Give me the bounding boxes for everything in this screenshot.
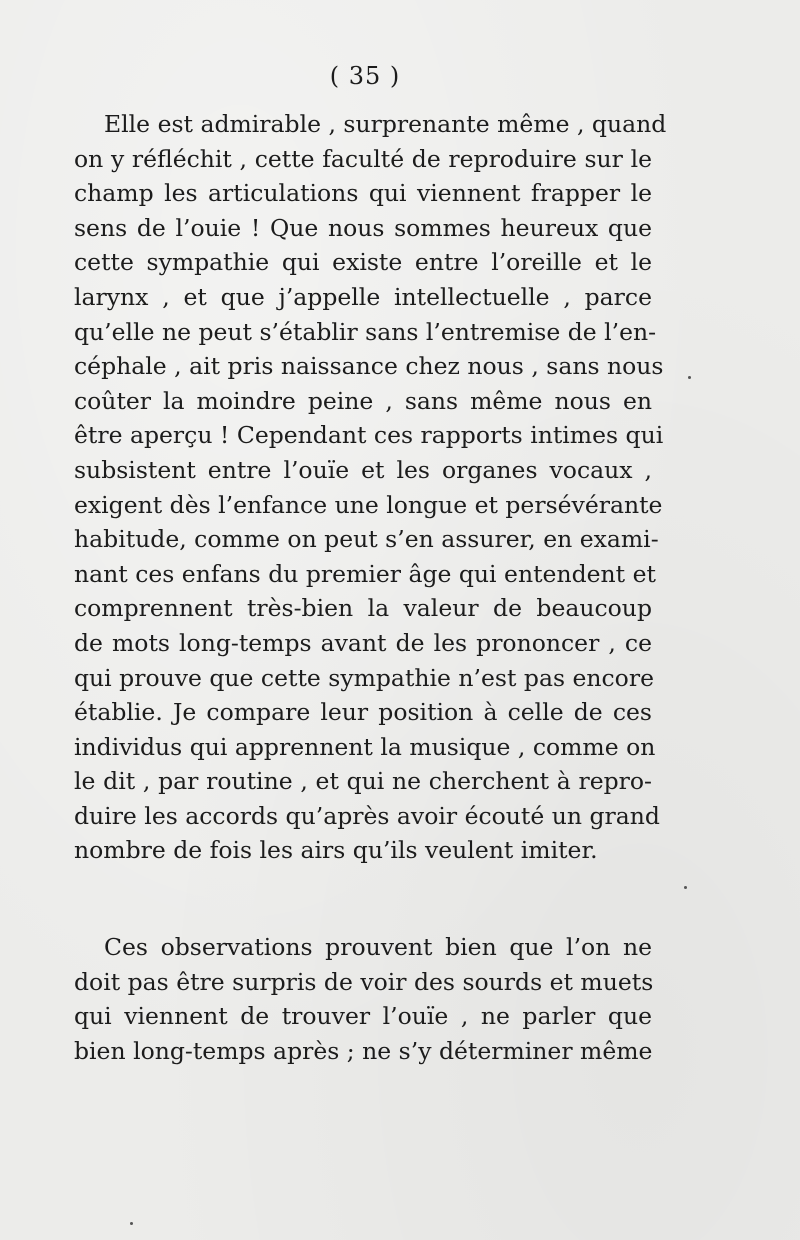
text-line: de mots long-temps avant de les prononcer , ce bbox=[74, 628, 652, 657]
paragraph-1 bbox=[74, 107, 667, 868]
paper-speck bbox=[688, 376, 691, 379]
text-line: le dit , par routine , et qui ne cherchent à repro- bbox=[74, 767, 652, 796]
text-line: Ces observations prouvent bien que l’on ne bbox=[104, 933, 652, 961]
text-line: établie. Je compare leur position à celle de ces bbox=[74, 698, 652, 727]
text-line: subsistent entre l’ouïe et les organes vocaux , bbox=[74, 455, 652, 484]
text-line: nombre de fois les airs qu’ils veulent imiter. bbox=[74, 836, 598, 865]
text-line: qu’elle ne peut s’établir sans l’entremise de l’en- bbox=[74, 317, 657, 346]
text-line: qui viennent de trouver l’ouïe , ne parler que bbox=[74, 1002, 652, 1031]
text-line: champ les articulations qui viennent frapper le bbox=[74, 179, 652, 208]
text-line: duire les accords qu’après avoir écouté un grand bbox=[74, 801, 660, 830]
text-line: être aperçu ! Cependant ces rapports intimes qui bbox=[74, 421, 664, 450]
text-line: nant ces enfans du premier âge qui entendent et bbox=[74, 559, 656, 588]
paper-speck bbox=[130, 1222, 133, 1225]
text-line: individus qui apprennent la musique , comme on bbox=[74, 732, 656, 761]
text-line: bien long-temps après ; ne s’y déterminer même bbox=[74, 1036, 653, 1065]
text-line: comprennent très-bien la valeur de beaucoup bbox=[74, 594, 652, 623]
text-line: on y réfléchit , cette faculté de reproduire sur le bbox=[74, 144, 652, 173]
text-line: cette sympathie qui existe entre l’oreille et le bbox=[74, 248, 652, 277]
paper-speck bbox=[684, 886, 687, 889]
text-line: céphale , ait pris naissance chez nous , sans nous bbox=[74, 352, 664, 381]
text-line: qui prouve que cette sympathie n’est pas encore bbox=[74, 663, 654, 692]
text-line: doit pas être surpris de voir des sourds et muets bbox=[74, 967, 654, 996]
paragraph-2 bbox=[74, 930, 652, 1068]
page-number: ( 35 ) bbox=[329, 62, 401, 90]
text-line: sens de l’ouie ! Que nous sommes heureux que bbox=[74, 213, 652, 242]
text-line: coûter la moindre peine , sans même nous en bbox=[74, 386, 652, 415]
text-line: Elle est admirable , surprenante même , quand bbox=[104, 110, 667, 138]
text-line: larynx , et que j’appelle intellectuelle , parce bbox=[74, 282, 652, 311]
text-line: habitude, comme on peut s’en assurer, en exami- bbox=[74, 525, 659, 554]
text-line: exigent dès l’enfance une longue et persévérante bbox=[74, 490, 663, 519]
